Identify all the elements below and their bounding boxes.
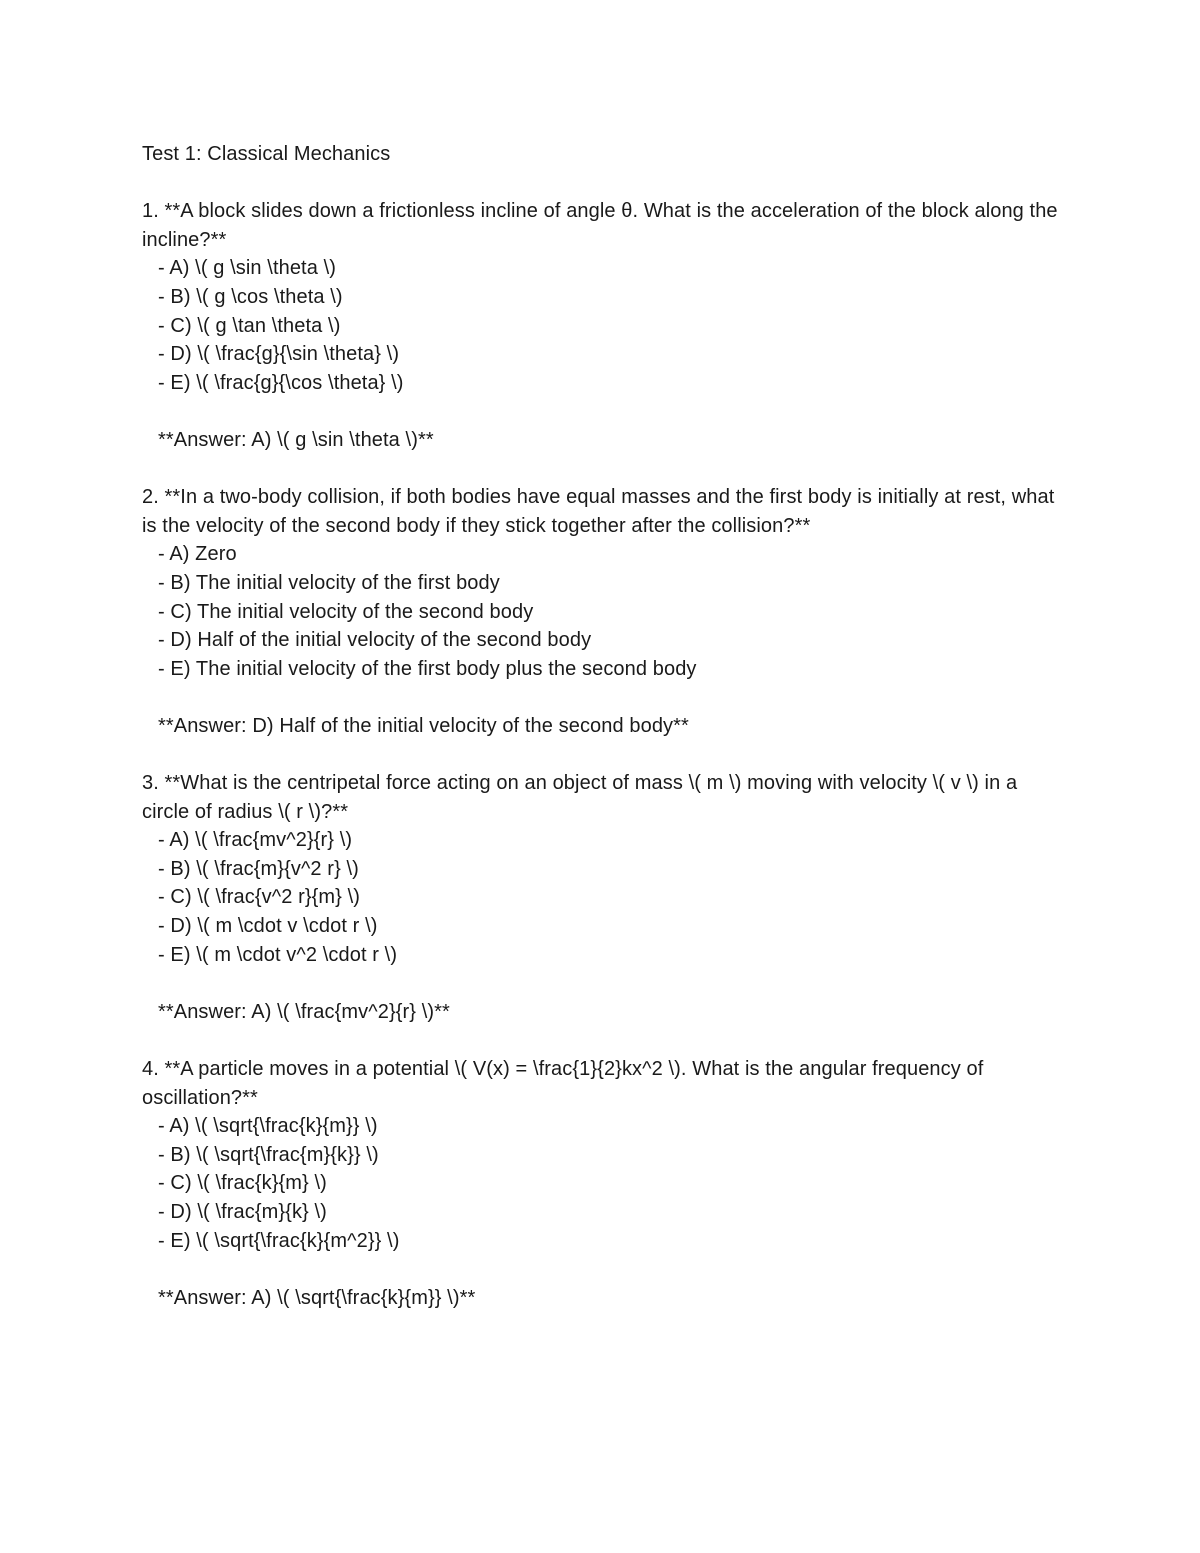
question-text: 2. **In a two-body collision, if both bodies have equal masses and the first body is initially at rest, what is the velocity of the second body if they stick together after the collision?** xyxy=(142,486,1055,537)
answer-line: **Answer: A) \( g \sin \theta \)** xyxy=(158,428,434,451)
option-b: - B) \( \frac{m}{v^2 r} \) xyxy=(158,857,359,880)
spacer xyxy=(142,740,1062,769)
spacer xyxy=(142,683,1062,712)
question-block xyxy=(142,483,1062,740)
option-a: - A) \( \frac{mv^2}{r} \) xyxy=(158,829,353,852)
option-d: - D) Half of the initial velocity of the second body xyxy=(158,629,592,652)
question-text: 3. **What is the centripetal force acting on an object of mass \( m \) moving with velocity \( v \) in a circle of radius \( r \)?** xyxy=(142,772,1018,823)
spacer xyxy=(142,397,1062,426)
option-e: - E) The initial velocity of the first body plus the second body xyxy=(158,657,697,680)
option-e: - E) \( \frac{g}{\cos \theta} \) xyxy=(158,371,404,394)
option-c: - C) \( \frac{k}{m} \) xyxy=(158,1172,327,1195)
option-a: - A) \( g \sin \theta \) xyxy=(158,257,337,280)
option-b: - B) The initial velocity of the first body xyxy=(158,571,500,594)
question-block xyxy=(142,197,1062,454)
question-block xyxy=(142,1055,1062,1312)
option-c: - C) \( \frac{v^2 r}{m} \) xyxy=(158,886,361,909)
option-d: - D) \( \frac{m}{k} \) xyxy=(158,1200,327,1223)
option-a: - A) Zero xyxy=(158,543,237,566)
question-block xyxy=(142,769,1062,1026)
option-e: - E) \( m \cdot v^2 \cdot r \) xyxy=(158,943,398,966)
answer-line: **Answer: D) Half of the initial velocity of the second body** xyxy=(158,714,689,737)
option-c: - C) The initial velocity of the second body xyxy=(158,600,534,623)
option-b: - B) \( g \cos \theta \) xyxy=(158,285,343,308)
answer-line: **Answer: A) \( \sqrt{\frac{k}{m}} \)** xyxy=(158,1286,476,1309)
option-c: - C) \( g \tan \theta \) xyxy=(158,314,341,337)
spacer xyxy=(142,1255,1062,1284)
option-e: - E) \( \sqrt{\frac{k}{m^2}} \) xyxy=(158,1229,400,1252)
question-text: 4. **A particle moves in a potential \( V(x) = \frac{1}{2}kx^2 \). What is the angular frequency of oscillation?** xyxy=(142,1058,984,1109)
spacer xyxy=(142,455,1062,484)
question-text: 1. **A block slides down a frictionless incline of angle θ. What is the acceleration of the block along the incline?** xyxy=(142,200,1058,251)
spacer xyxy=(142,1026,1062,1055)
option-d: - D) \( m \cdot v \cdot r \) xyxy=(158,915,378,938)
document-title: Test 1: Classical Mechanics xyxy=(142,143,391,165)
answer-line: **Answer: A) \( \frac{mv^2}{r} \)** xyxy=(158,1000,450,1023)
option-d: - D) \( \frac{g}{\sin \theta} \) xyxy=(158,343,400,366)
spacer xyxy=(142,169,1062,198)
document-body xyxy=(142,140,1062,1312)
spacer xyxy=(142,969,1062,998)
option-a: - A) \( \sqrt{\frac{k}{m}} \) xyxy=(158,1115,378,1138)
option-b: - B) \( \sqrt{\frac{m}{k}} \) xyxy=(158,1143,379,1166)
